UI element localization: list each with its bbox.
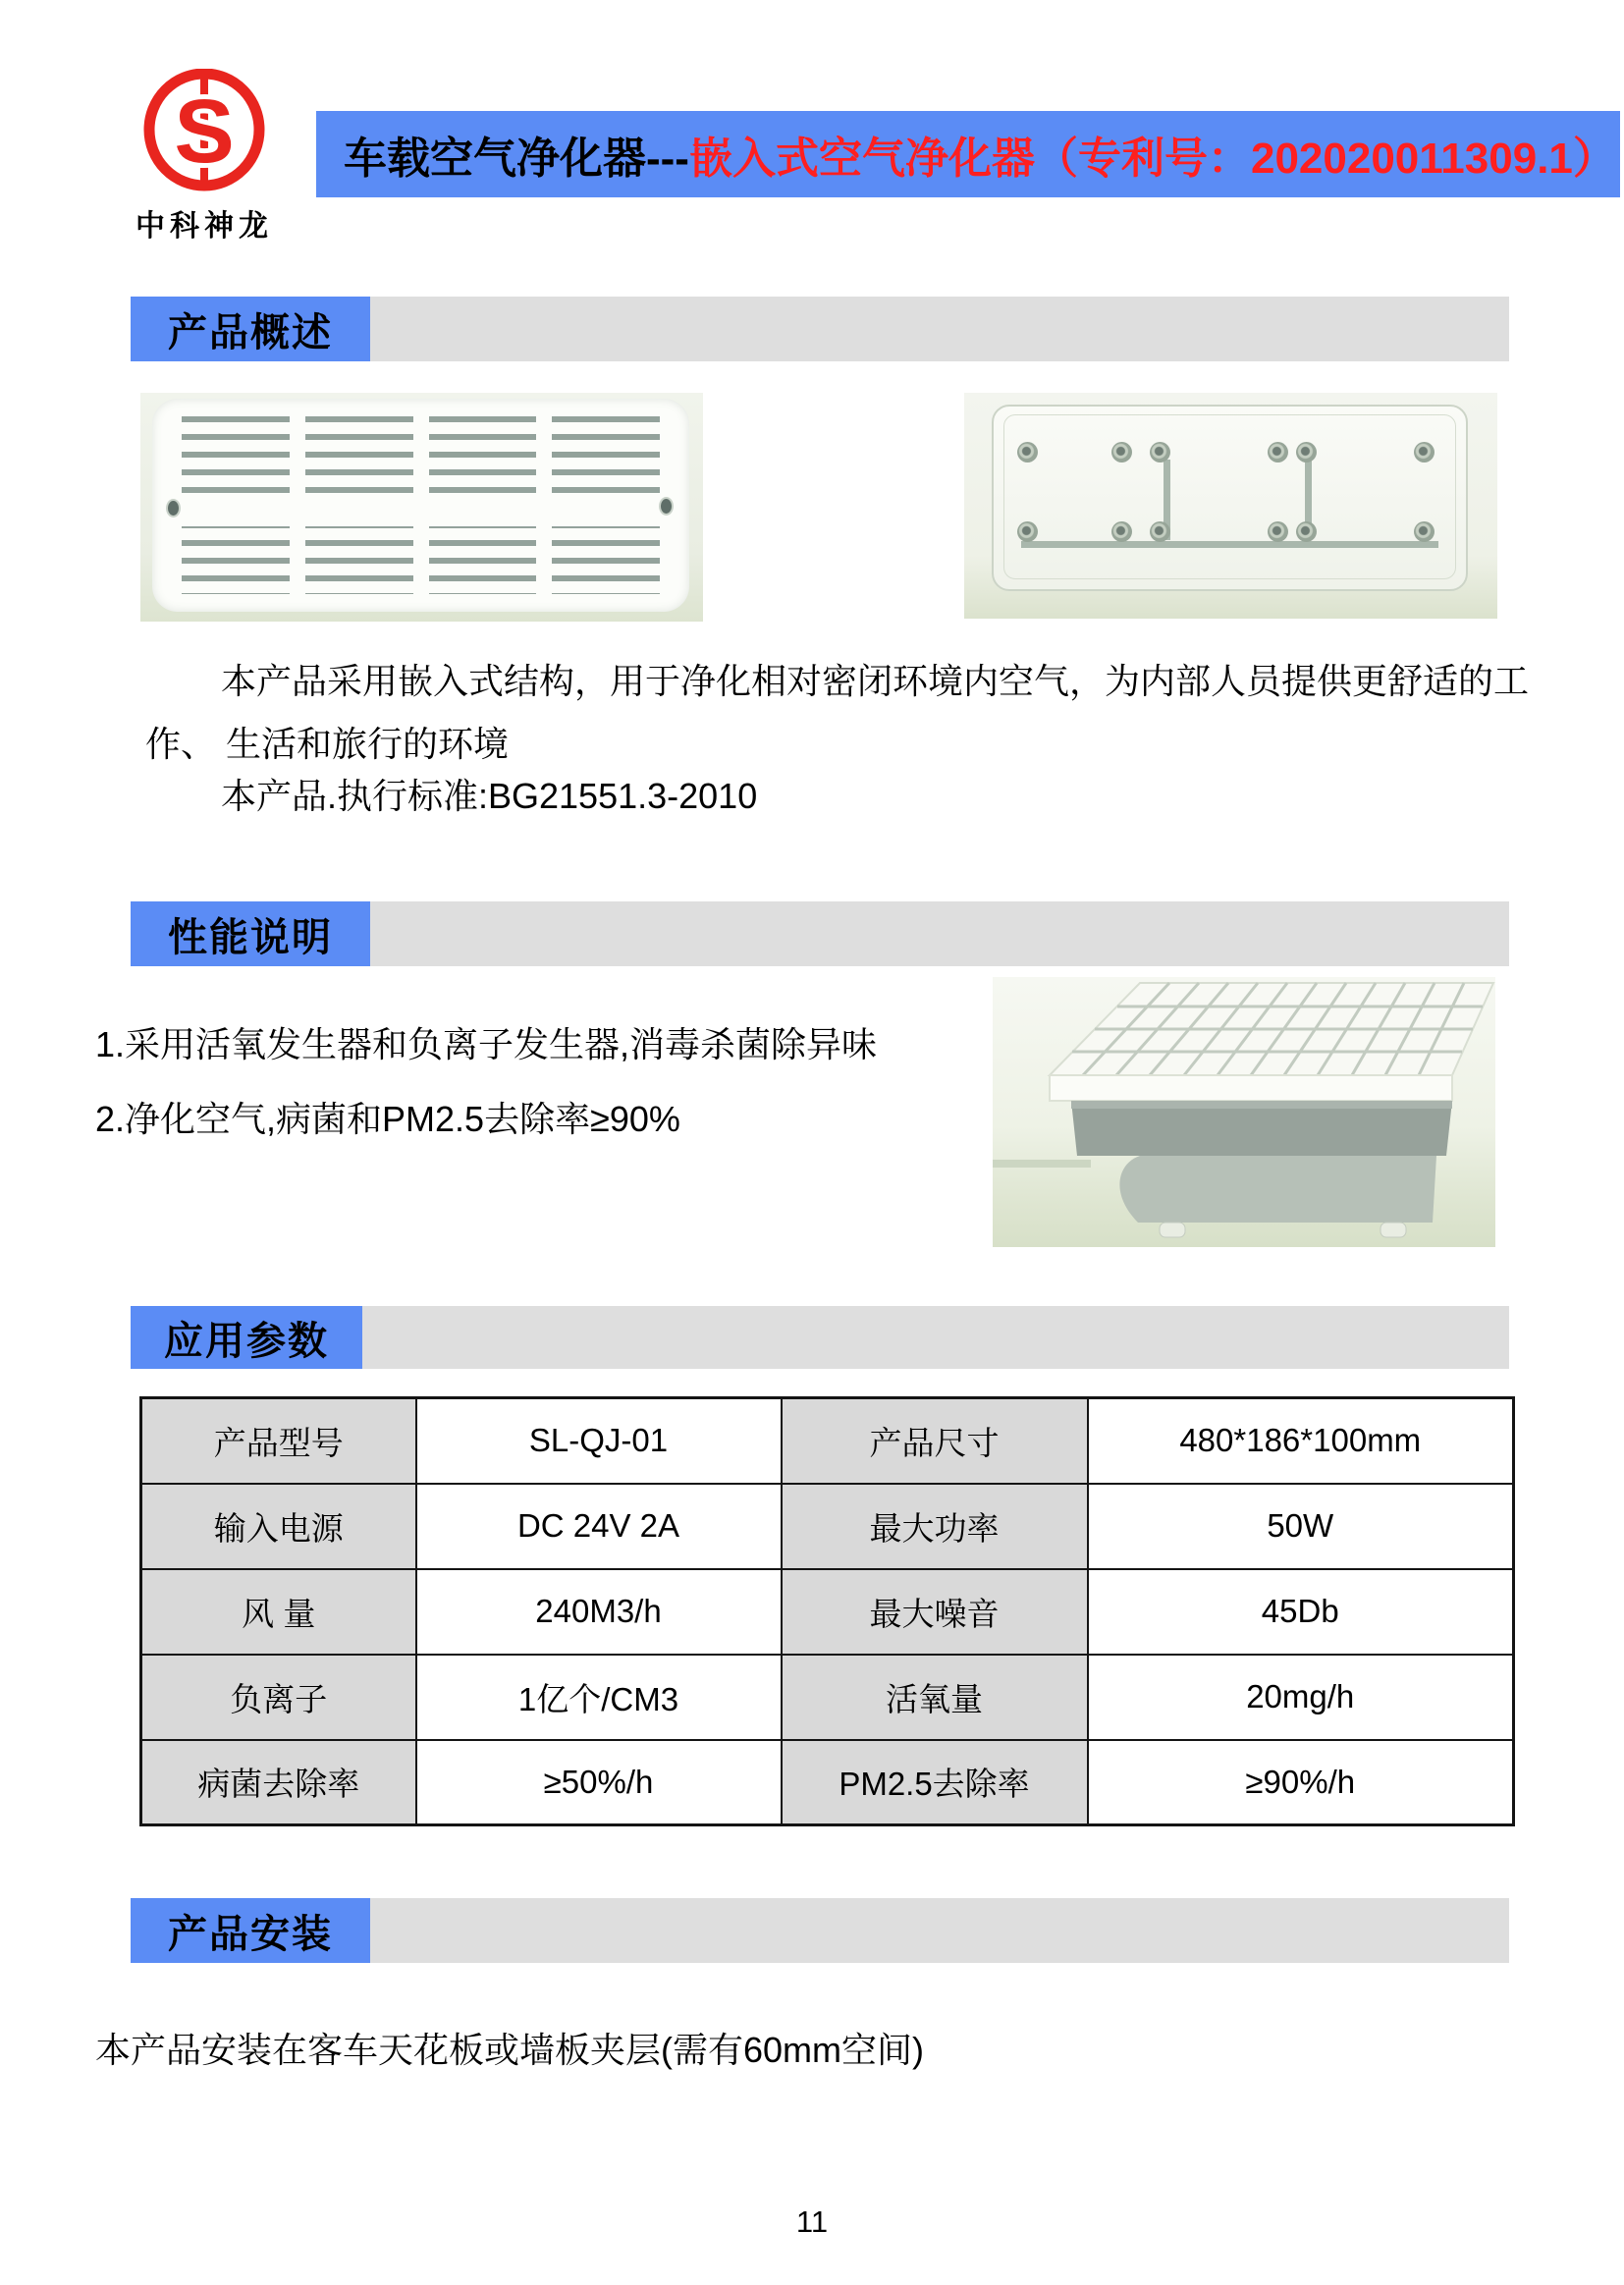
- screw-hole-icon: [166, 499, 181, 517]
- purifier-illustration: [993, 977, 1495, 1247]
- company-logo: [126, 69, 283, 245]
- screw-icon: [1150, 521, 1170, 542]
- installation-note: 本产品安装在客车天花板或墙板夹层(需有60mm空间): [95, 2030, 924, 2070]
- screw-icon: [1268, 521, 1288, 542]
- title-product-line: 车载空气净化器---: [344, 135, 689, 183]
- param-value: 50W: [1088, 1484, 1514, 1569]
- param-label: 病菌去除率: [141, 1740, 416, 1825]
- param-label: 最大噪音: [782, 1569, 1088, 1655]
- section-header-parameters: [131, 1306, 1509, 1369]
- table-row: [141, 1398, 1514, 1484]
- overview-paragraph-line: 本产品.执行标准:BG21551.3-2010: [221, 776, 758, 816]
- screw-icon: [1150, 442, 1170, 462]
- parameters-table: [139, 1396, 1515, 1826]
- section-header-installation: [131, 1898, 1509, 1963]
- param-value: DC 24V 2A: [416, 1484, 782, 1569]
- param-value: ≥90%/h: [1088, 1740, 1514, 1825]
- screw-hole-icon: [659, 497, 674, 516]
- section-header-performance: [131, 901, 1509, 966]
- overview-paragraph-line: 作、 生活和旅行的环境: [145, 724, 510, 764]
- param-value: 480*186*100mm: [1088, 1398, 1514, 1484]
- param-value: 240M3/h: [416, 1569, 782, 1655]
- back-panel: [992, 405, 1468, 591]
- section-title-parameters: 应用参数: [131, 1306, 362, 1369]
- screw-icon: [1296, 442, 1317, 462]
- page-title-bar: [316, 111, 1620, 197]
- param-value: SL-QJ-01: [416, 1398, 782, 1484]
- table-row: [141, 1655, 1514, 1740]
- param-label: 输入电源: [141, 1484, 416, 1569]
- param-value: ≥50%/h: [416, 1740, 782, 1825]
- param-label: 产品尺寸: [782, 1398, 1088, 1484]
- param-label: 负离子: [141, 1655, 416, 1740]
- param-value: 1亿个/CM3: [416, 1655, 782, 1740]
- grille-panel: [152, 399, 689, 612]
- section-title-performance: 性能说明: [131, 901, 370, 966]
- performance-bullet-1: 1.采用活氧发生器和负离子发生器,消毒杀菌除异味: [95, 1024, 878, 1064]
- screw-icon: [1414, 521, 1435, 542]
- purifier-perspective-photo: [993, 977, 1495, 1247]
- param-label: PM2.5去除率: [782, 1740, 1088, 1825]
- param-label: 最大功率: [782, 1484, 1088, 1569]
- screw-icon: [1296, 521, 1317, 542]
- back-panel-photo: [964, 393, 1497, 619]
- logo-s-circle-icon: [136, 69, 272, 192]
- param-label: 产品型号: [141, 1398, 416, 1484]
- overview-paragraph-line: 本产品采用嵌入式结构，用于净化相对密闭环境内空气，为内部人员提供更舒适的工: [221, 661, 1530, 701]
- screw-icon: [1268, 442, 1288, 462]
- param-value: 45Db: [1088, 1569, 1514, 1655]
- performance-bullet-2: 2.净化空气,病菌和PM2.5去除率≥90%: [95, 1099, 680, 1139]
- screw-icon: [1017, 442, 1038, 462]
- company-name: 中科神龙: [135, 210, 273, 243]
- svg-text:S: S: [174, 82, 235, 182]
- front-grille-photo: [140, 393, 703, 622]
- screw-icon: [1017, 521, 1038, 542]
- param-label: 活氧量: [782, 1655, 1088, 1740]
- section-header-overview: [131, 297, 1509, 361]
- screw-icon: [1414, 442, 1435, 462]
- param-label: 风 量: [141, 1569, 416, 1655]
- table-row: [141, 1484, 1514, 1569]
- page-number: 11: [795, 2204, 829, 2239]
- section-title-overview: 产品概述: [131, 297, 370, 361]
- section-title-installation: 产品安装: [131, 1898, 370, 1963]
- title-product-patent: 嵌入式空气净化器（专利号：202020011309.1）: [688, 135, 1616, 183]
- table-row: [141, 1740, 1514, 1825]
- table-row: [141, 1569, 1514, 1655]
- param-value: 20mg/h: [1088, 1655, 1514, 1740]
